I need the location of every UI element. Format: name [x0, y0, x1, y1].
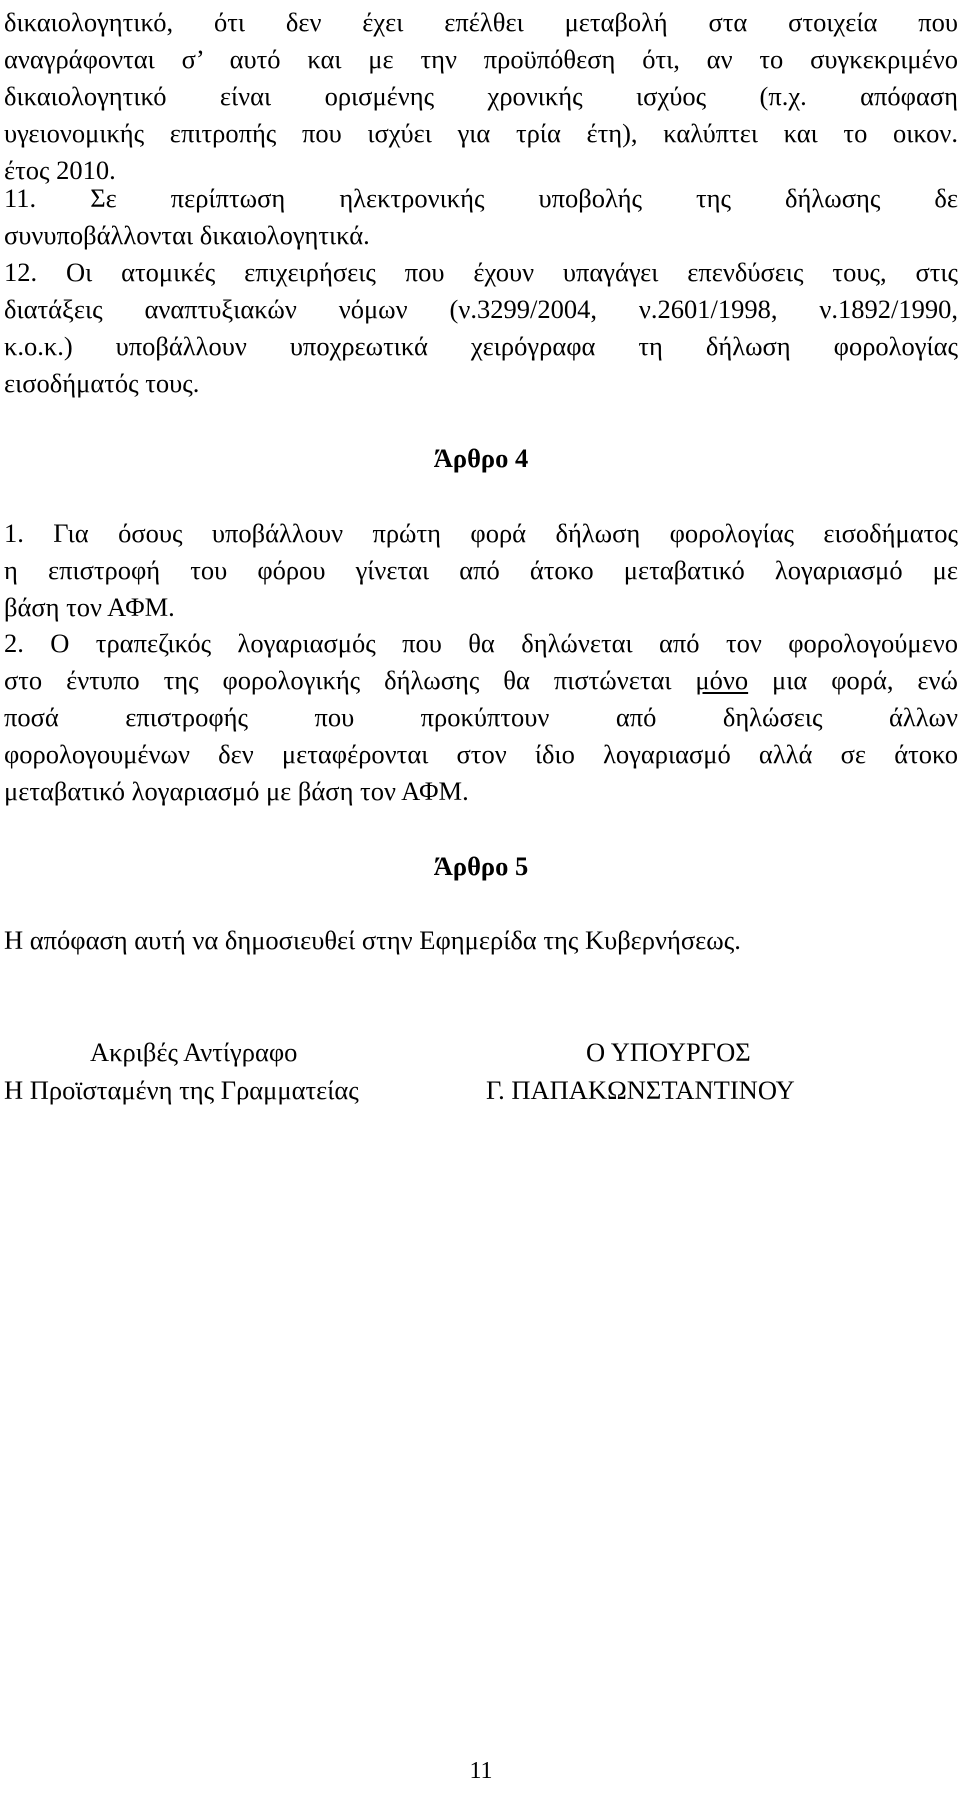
signature-left-title: Ακριβές Αντίγραφο: [90, 1037, 298, 1067]
text-line: έτος 2010.: [4, 155, 116, 185]
paragraph-item-11: [4, 180, 958, 254]
underlined-word: μόνο: [695, 665, 749, 695]
signature-right-title: Ο ΥΠΟΥΡΓΟΣ: [586, 1037, 751, 1067]
page-number: 11: [469, 1758, 493, 1784]
text-line: Η απόφαση αυτή να δημοσιευθεί στην Εφημερίδα της Κυβερνήσεως.: [4, 925, 741, 955]
text-line: 2. Ο τραπεζικός λογαριασμός που θα δηλώνεται από τον φορολογούμενο: [4, 628, 958, 658]
text-line: διατάξεις αναπτυξιακών νόμων (ν.3299/2004, ν.2601/1998, ν.1892/1990,: [4, 294, 958, 324]
text-line: δικαιολογητικό, ότι δεν έχει επέλθει μεταβολή στα στοιχεία που: [4, 7, 958, 37]
text-line: 12. Οι ατομικές επιχειρήσεις που έχουν υπαγάγει επενδύσεις τους, στις: [4, 257, 958, 287]
text-segment: μια φορά, ενώ: [748, 665, 958, 695]
signature-right-name: Γ. ΠΑΠΑΚΩΝΣΤΑΝΤΙΝΟΥ: [486, 1075, 795, 1105]
text-line: φορολογουμένων δεν μεταφέρονται στον ίδιο λογαριασμό αλλά σε άτοκο: [4, 739, 958, 769]
text-line: υγειονομικής επιτροπής που ισχύει για τρία έτη), καλύπτει και το οικον.: [4, 118, 958, 148]
signature-left-role: Η Προϊσταμένη της Γραμματείας: [4, 1075, 359, 1105]
article-4-heading: Άρθρο 4: [433, 443, 529, 473]
text-line: μεταβατικό λογαριασμό με βάση τον ΑΦΜ.: [4, 776, 469, 806]
text-segment: στο έντυπο της φορολογικής δήλωσης θα πιστώνεται: [4, 665, 696, 695]
text-line: 11. Σε περίπτωση ηλεκτρονικής υποβολής της δήλωσης δε: [4, 183, 958, 213]
text-line: αναγράφονται σ’ αυτό και με την προϋπόθεση ότι, αν το συγκεκριμένο: [4, 44, 958, 74]
paragraph-item-12: [4, 254, 958, 402]
article-5-heading: Άρθρο 5: [433, 851, 529, 881]
text-line: η επιστροφή του φόρου γίνεται από άτοκο μεταβατικό λογαριασμό με: [4, 555, 958, 585]
text-line: 1. Για όσους υποβάλλουν πρώτη φορά δήλωση φορολογίας εισοδήματος: [4, 518, 958, 548]
text-line: ποσά επιστροφής που προκύπτουν από δηλώσεις άλλων: [4, 702, 958, 732]
article-5-paragraph: [4, 922, 958, 959]
text-line: εισοδήματός τους.: [4, 368, 200, 398]
text-line-with-emphasis: [4, 662, 958, 699]
paragraph-intro-continuation: [4, 4, 958, 189]
article-4-paragraph-2: [4, 625, 958, 810]
text-line: κ.ο.κ.) υποβάλλουν υποχρεωτικά χειρόγραφα τη δήλωση φορολογίας: [4, 331, 958, 361]
text-line: δικαιολογητικό είναι ορισμένης χρονικής ισχύος (π.χ. απόφαση: [4, 81, 958, 111]
text-line: συνυποβάλλονται δικαιολογητικά.: [4, 220, 370, 250]
document-page: [4, 0, 958, 1809]
text-line: βάση τον ΑΦΜ.: [4, 592, 175, 622]
article-4-paragraph-1: [4, 515, 958, 626]
